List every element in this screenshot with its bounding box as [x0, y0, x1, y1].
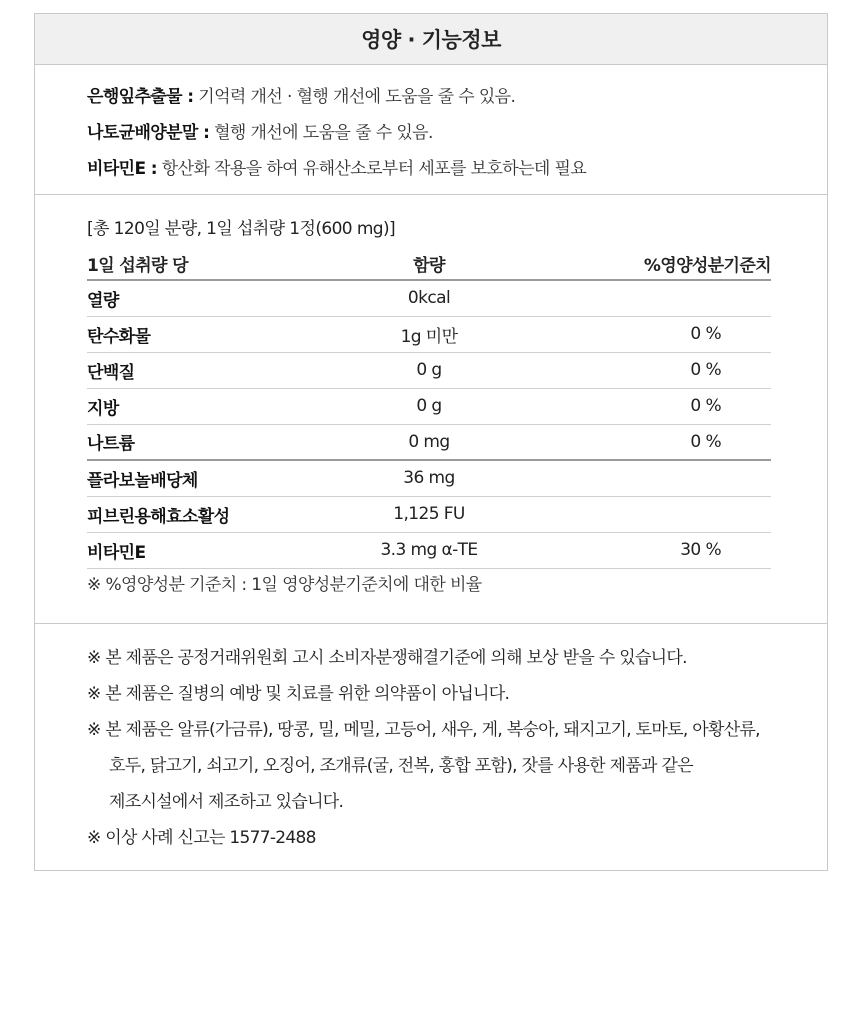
nutrient-name: 플라보놀배당체 [87, 460, 347, 496]
nutrient-dv [511, 496, 771, 532]
nutrient-amount: 1,125 FU [347, 496, 511, 532]
notices-section [35, 624, 827, 856]
table-row [87, 496, 771, 532]
nutrition-table [87, 247, 771, 569]
nutrient-amount: 0 g [347, 388, 511, 424]
nutrient-name: 탄수화물 [87, 316, 347, 352]
notice-not-medicine: ※ 본 제품은 질병의 예방 및 치료를 위한 의약품이 아닙니다. [87, 684, 510, 704]
nutrient-amount: 3.3 mg α-TE [347, 532, 511, 568]
nutrient-name: 지방 [87, 388, 347, 424]
nutrient-amount: 0kcal [347, 280, 511, 316]
ingredient-desc: 기억력 개선 · 혈행 개선에 도움을 줄 수 있음. [193, 87, 516, 107]
nutrient-dv: 0 % [511, 424, 771, 460]
nutrient-name: 비타민E [87, 532, 347, 568]
header-amount: 함량 [347, 247, 511, 280]
function-item [87, 151, 827, 187]
allergen-line-2: 호두, 닭고기, 쇠고기, 오징어, 조개류(굴, 전복, 홍합 포함), 잣를 사용한 제품과 같은 [109, 756, 693, 776]
nutrition-facts-section [35, 195, 827, 624]
ingredient-name: 은행잎추출물 : [87, 87, 194, 107]
nutrient-dv [511, 460, 771, 496]
header-per-serving: 1일 섭취량 당 [87, 247, 347, 280]
functional-info-section [35, 65, 827, 195]
nutrient-dv: 0 % [511, 352, 771, 388]
table-row [87, 316, 771, 352]
nutrition-info-panel [34, 13, 828, 871]
nutrient-amount: 36 mg [347, 460, 511, 496]
serving-info: [총 120일 분량, 1일 섭취량 1정(600 mg)] [87, 219, 396, 239]
table-row [87, 388, 771, 424]
ingredient-name: 비타민E : [87, 159, 157, 179]
ingredient-name: 나토균배양분말 : [87, 123, 210, 143]
notice-compensation: ※ 본 제품은 공정거래위원회 고시 소비자분쟁해결기준에 의해 보상 받을 수 있습니다. [87, 648, 687, 668]
table-row [87, 280, 771, 316]
table-header-row [87, 247, 771, 280]
daily-value-footnote: ※ %영양성분 기준치 : 1일 영양성분기준치에 대한 비율 [87, 574, 482, 595]
nutrient-name: 단백질 [87, 352, 347, 388]
nutrient-name: 열량 [87, 280, 347, 316]
header-daily-value: %영양성분기준치 [511, 247, 771, 280]
allergen-line-1: ※ 본 제품은 알류(가금류), 땅콩, 밀, 메밀, 고등어, 새우, 게, 복숭아, 돼지고기, 토마토, 아황산류, [87, 720, 760, 740]
nutrient-amount: 0 g [347, 352, 511, 388]
allergen-line-3: 제조시설에서 제조하고 있습니다. [109, 792, 344, 812]
table-row [87, 424, 771, 460]
nutrient-amount: 0 mg [347, 424, 511, 460]
ingredient-desc: 항산화 작용을 하여 유해산소로부터 세포를 보호하는데 필요 [157, 159, 587, 179]
panel-title: 영양 · 기능정보 [35, 14, 827, 65]
function-item [87, 79, 827, 115]
nutrient-dv: 0 % [511, 388, 771, 424]
table-row [87, 460, 771, 496]
nutrient-dv [511, 280, 771, 316]
nutrient-dv: 0 % [511, 316, 771, 352]
nutrient-amount: 1g 미만 [347, 316, 511, 352]
nutrient-name: 나트륨 [87, 424, 347, 460]
nutrient-name: 피브린용해효소활성 [87, 496, 347, 532]
function-item [87, 115, 827, 151]
notice-report-hotline: ※ 이상 사례 신고는 1577-2488 [87, 828, 316, 848]
table-row [87, 352, 771, 388]
nutrient-dv: 30 % [511, 532, 771, 568]
notice-allergen [87, 712, 827, 820]
ingredient-desc: 혈행 개선에 도움을 줄 수 있음. [209, 123, 433, 143]
table-row [87, 532, 771, 568]
